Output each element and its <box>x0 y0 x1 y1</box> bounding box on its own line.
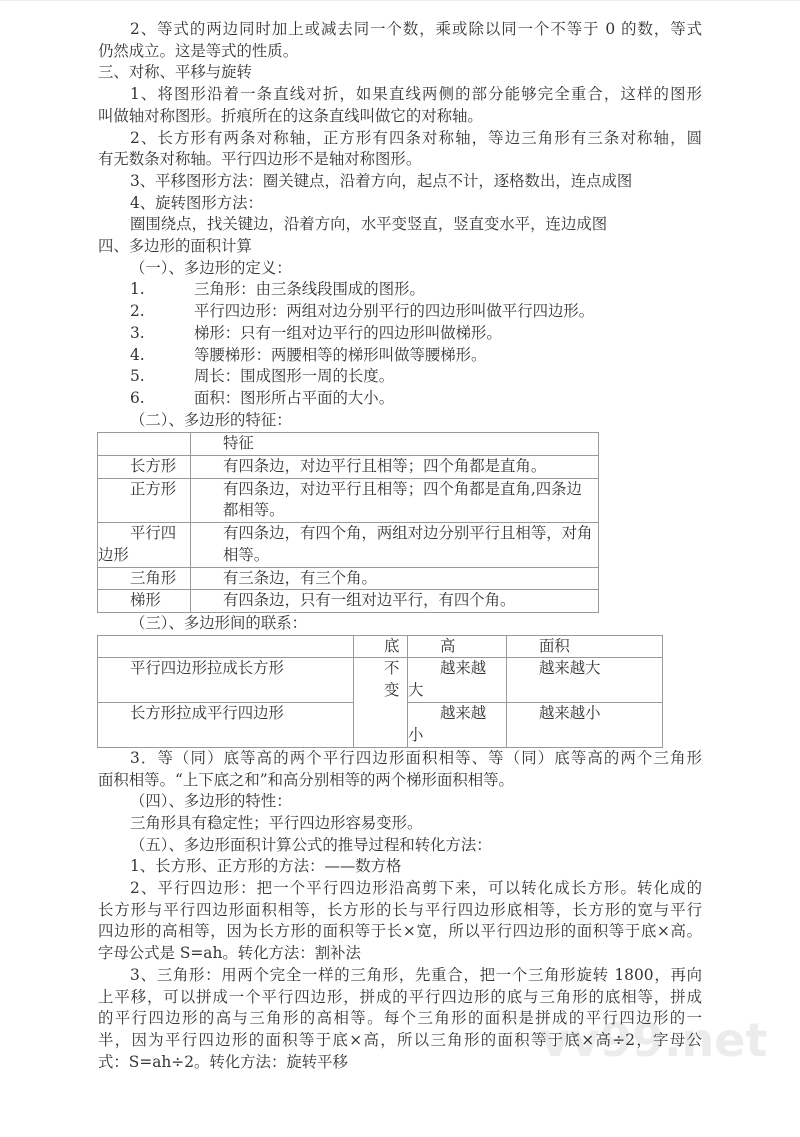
table-cell <box>98 433 191 456</box>
paragraph-line: 有无数条对称轴。平行四边形不是轴对称图形。 <box>98 150 422 169</box>
shape-name: 梯形 <box>98 590 191 613</box>
height-change: 越来越小 <box>408 703 507 747</box>
transform-name: 平行四边形拉成长方形 <box>98 658 354 703</box>
paragraph-line: 3、平移图形方法：圈关键点，沿着方向，起点不计，逐格数出，连点成图 <box>130 171 633 190</box>
paragraph-line: 半，因为平行四边形的面积等于底×高，所以三角形的面积等于底×高÷2，字母公 <box>98 1030 702 1049</box>
paragraph-line: 的平行四边形的高与三角形的高相等。每个三角形的面积是拼成的平行四边形的一 <box>98 1009 702 1028</box>
subheading: （三）、多边形间的联系： <box>130 613 307 632</box>
item-text: 平行四边形：两组对边分别平行的四边形叫做平行四边形。 <box>194 302 595 321</box>
watermark: vv99.net <box>540 1013 768 1067</box>
shape-feature: 有四条边，对边平行且相等；四个角都是直角。 <box>191 456 599 479</box>
table-header-cell: 高 <box>408 635 507 658</box>
list-item <box>98 366 702 388</box>
paragraph-line: 叫做轴对称图形。折痕所在的这条直线叫做它的对称轴。 <box>98 106 483 125</box>
item-number: 3. <box>130 323 145 342</box>
page-edge <box>0 0 800 1</box>
base-value: 不变 <box>354 658 408 747</box>
relations-table <box>97 635 663 748</box>
paragraph-line: 2、长方形有两条对称轴，正方形有四条对称轴，等边三角形有三条对称轴，圆 <box>130 128 702 147</box>
table-row <box>98 567 599 590</box>
table-row <box>98 590 599 613</box>
table-header-row <box>98 433 599 456</box>
table-header-cell <box>98 635 354 658</box>
subheading: （四）、多边形的特性： <box>130 792 292 811</box>
paragraph-line: 仍然成立。这是等式的性质。 <box>98 41 299 60</box>
paragraph-line: 1、将图形沿着一条直线对折，如果直线两侧的部分能够完全重合，这样的图形 <box>130 85 702 104</box>
paragraph-line: 3．等（同）底等高的两个平行四边形面积相等、等（同）底等高的两个三角形 <box>130 748 702 767</box>
list-item <box>98 279 702 301</box>
paragraph-line: 上平移，可以拼成一个平行四边形，拼成的平行四边形的底与三角形的底相等，拼成 <box>98 987 702 1006</box>
subheading: （一）、多边形的定义： <box>130 258 292 277</box>
shape-feature: 有四条边，只有一组对边平行，有四个角。 <box>191 590 599 613</box>
table-row <box>98 658 663 703</box>
item-text: 等腰梯形：两腰相等的梯形叫做等腰梯形。 <box>194 345 487 364</box>
paragraph-line: 四边形的高相等，因为长方形的面积等于长×宽，所以平行四边形的面积等于底×高。 <box>98 922 702 941</box>
table-header-cell: 面积 <box>507 635 663 658</box>
features-table <box>97 432 599 613</box>
area-change: 越来越大 <box>507 658 663 703</box>
item-text: 三角形：由三条线段围成的图形。 <box>194 280 425 299</box>
item-number: 2. <box>130 302 145 321</box>
subheading: （二）、多边形的特征： <box>130 410 292 429</box>
shape-name: 平行四边形 <box>98 523 191 567</box>
paragraph-line: 3、三角形：用两个完全一样的三角形，先重合，把一个三角形旋转 1800，再向 <box>130 965 702 984</box>
table-row <box>98 456 599 479</box>
table-row <box>98 478 599 522</box>
item-number: 4. <box>130 345 145 364</box>
item-text: 梯形：只有一组对边平行的四边形叫做梯形。 <box>194 323 502 342</box>
item-number: 6. <box>130 388 145 407</box>
shape-feature: 有三条边，有三个角。 <box>191 567 599 590</box>
shape-name: 三角形 <box>98 567 191 590</box>
area-change: 越来越小 <box>507 703 663 747</box>
paragraph-line: 圈围绕点，找关键边，沿着方向，水平变竖直，竖直变水平，连边成图 <box>130 215 608 234</box>
list-item <box>98 388 702 410</box>
table-header-cell: 底 <box>354 635 408 658</box>
paragraph-line: 2、平行四边形：把一个平行四边形沿高剪下来，可以转化成长方形。转化成的 <box>130 879 702 898</box>
list-item <box>98 345 702 367</box>
transform-name: 长方形拉成平行四边形 <box>98 703 354 747</box>
table-header-row <box>98 635 663 658</box>
shape-feature: 有四条边，对边平行且相等；四个角都是直角,四条边都相等。 <box>191 478 599 522</box>
list-item <box>98 323 702 345</box>
table-header-cell: 特征 <box>191 433 599 456</box>
item-text: 面积：图形所占平面的大小。 <box>194 388 395 407</box>
paragraph-line: 2、等式的两边同时加上或减去同一个数，乘或除以同一个不等于 0 的数，等式 <box>130 20 702 38</box>
table-row <box>98 523 599 567</box>
list-item <box>98 301 702 323</box>
paragraph-line: 长方形与平行四边形面积相等，长方形的长与平行四边形底相等，长方形的宽与平行 <box>98 900 702 919</box>
shape-name: 正方形 <box>98 478 191 522</box>
height-change: 越来越大 <box>408 658 507 703</box>
item-number: 5. <box>130 367 145 386</box>
item-number: 1. <box>130 280 145 299</box>
shape-feature: 有四条边，有四个角，两组对边分别平行且相等，对角相等。 <box>191 523 599 567</box>
paragraph-line: 字母公式是 S=ah。转化方法：割补法 <box>98 944 361 963</box>
document-page <box>98 19 702 1073</box>
section-heading-3: 三、对称、平移与旋转 <box>98 63 252 82</box>
shape-name: 长方形 <box>98 456 191 479</box>
subheading: （五）、多边形面积计算公式的推导过程和转化方法： <box>130 835 492 854</box>
section-heading-4: 四、多边形的面积计算 <box>98 237 252 256</box>
definition-list <box>98 279 702 409</box>
paragraph-line: 式：S=ah÷2。转化方法：旋转平移 <box>98 1052 348 1071</box>
paragraph-line: 面积相等。“上下底之和”和高分别相等的两个梯形面积相等。 <box>98 770 514 789</box>
item-text: 周长：围成图形一周的长度。 <box>194 367 395 386</box>
paragraph-line: 三角形具有稳定性；平行四边形容易变形。 <box>130 813 423 832</box>
paragraph-line: 1、长方形、正方形的方法：——数方格 <box>130 857 402 876</box>
paragraph-line: 4、旋转图形方法： <box>130 193 263 212</box>
